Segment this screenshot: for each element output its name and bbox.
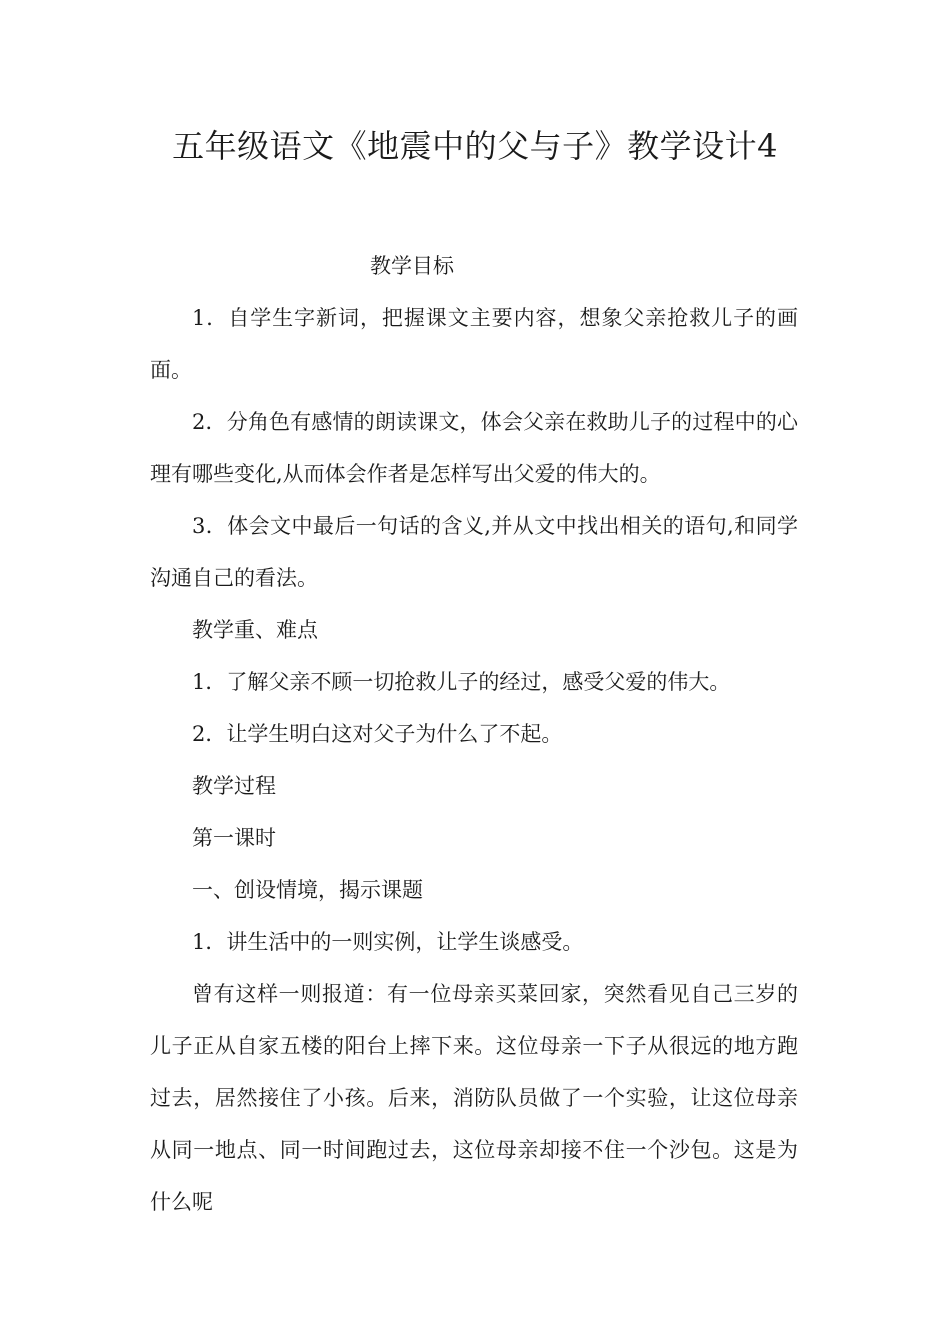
section-heading-key-points: 教学重、难点 bbox=[192, 618, 318, 642]
paragraph-key-point-2: 2．让学生明白这对父子为什么了不起。 bbox=[192, 722, 563, 746]
section-heading-first-lesson: 第一课时 bbox=[192, 826, 276, 850]
paragraph-story: 曾有这样一则报道：有一位母亲买菜回家，突然看见自己三岁的儿子正从自家五楼的阳台上摔下来。这位母亲一下子从很远的地方跑过去，居然接住了小孩。后来，消防队员做了一个实验，让这位母亲从同一地点、同一时间跑过去，这位母亲却接不住一个沙包。这是为什么呢 bbox=[150, 982, 798, 1214]
paragraph-goal-1: 1．自学生字新词，把握课文主要内容，想象父亲抢救儿子的画面。 bbox=[150, 306, 798, 382]
document-body bbox=[150, 240, 798, 1228]
document-title: 五年级语文《地震中的父与子》教学设计4 bbox=[172, 127, 778, 165]
paragraph-goal-3: 3．体会文中最后一句话的含义,并从文中找出相关的语句,和同学沟通自己的看法。 bbox=[150, 514, 798, 590]
section-heading-teaching-goals: 教学目标 bbox=[370, 254, 454, 278]
paragraph-step-1: 1．讲生活中的一则实例，让学生谈感受。 bbox=[192, 930, 584, 954]
paragraph-key-point-1: 1．了解父亲不顾一切抢救儿子的经过，感受父爱的伟大。 bbox=[192, 670, 731, 694]
paragraph-goal-2: 2．分角色有感情的朗读课文，体会父亲在救助儿子的过程中的心理有哪些变化,从而体会作者是怎样写出父爱的伟大的。 bbox=[150, 410, 798, 486]
section-heading-create-context: 一、创设情境，揭示课题 bbox=[192, 878, 423, 902]
section-heading-teaching-process: 教学过程 bbox=[192, 774, 276, 798]
